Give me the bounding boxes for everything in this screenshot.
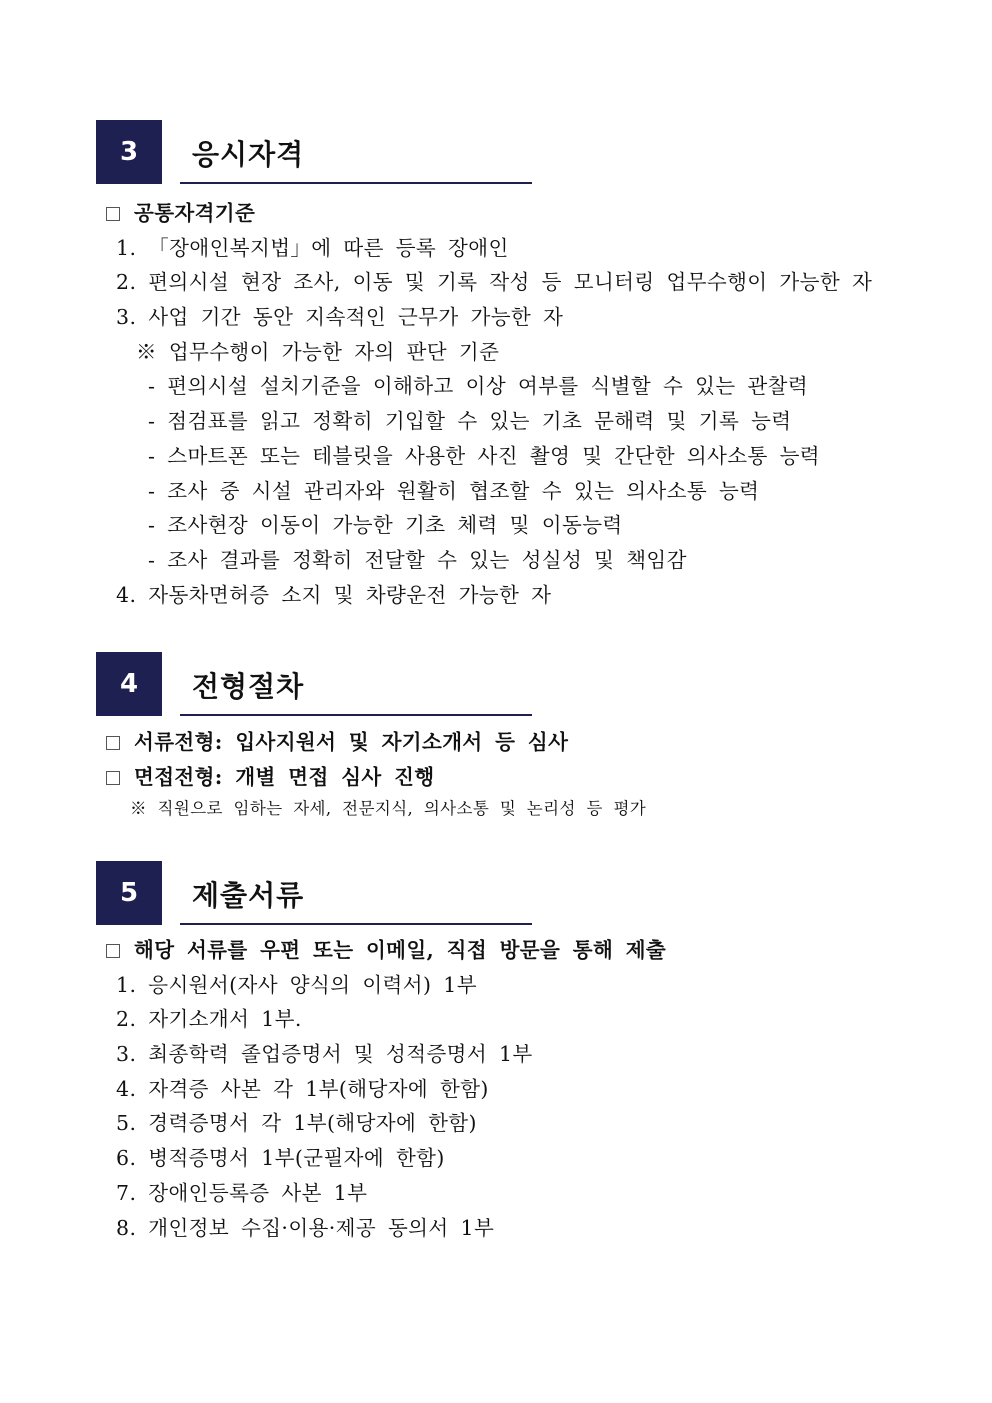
checkbox-square-icon bbox=[106, 736, 120, 750]
list-item: 8. 개인정보 수집·이용·제공 동의서 1부 bbox=[116, 1215, 495, 1240]
list-item: 3. 최종학력 졸업증명서 및 성적증명서 1부 bbox=[116, 1042, 533, 1067]
section-title: 제출서류 bbox=[192, 879, 305, 912]
section-title: 응시자격 bbox=[192, 138, 305, 171]
bullet-heading: 면접전형: 개별 면접 심사 진행 bbox=[0, 760, 992, 795]
section-header bbox=[0, 652, 992, 718]
title-underline bbox=[180, 182, 532, 184]
dash-item: - 조사 결과를 정확히 전달할 수 있는 성실성 및 책임감 bbox=[148, 547, 687, 572]
dash-item: - 편의시설 설치기준을 이해하고 이상 여부를 식별할 수 있는 관찰력 bbox=[148, 374, 809, 399]
section-body bbox=[0, 196, 992, 612]
section-number-badge: 4 bbox=[96, 652, 162, 716]
checkbox-square-icon bbox=[106, 771, 120, 785]
list-item: 2. 편의시설 현장 조사, 이동 및 기록 작성 등 모니터링 업무수행이 가능한 자 bbox=[116, 270, 873, 295]
bullet-heading: 해당 서류를 우편 또는 이메일, 직접 방문을 통해 제출 bbox=[0, 933, 992, 968]
checkbox-square-icon bbox=[106, 944, 120, 958]
section-4 bbox=[0, 652, 992, 819]
section-header bbox=[0, 120, 992, 186]
checkbox-square-icon bbox=[106, 207, 120, 221]
section-5 bbox=[0, 861, 992, 1240]
section-number-badge: 3 bbox=[96, 120, 162, 184]
bullet-heading: 서류전형: 입사지원서 및 자기소개서 등 심사 bbox=[0, 725, 992, 760]
list-item: 4. 자격증 사본 각 1부(해당자에 한함) bbox=[116, 1076, 489, 1101]
list-item: 2. 자기소개서 1부. bbox=[116, 1007, 302, 1032]
section-body bbox=[0, 725, 992, 824]
dash-item: - 조사현장 이동이 가능한 기초 체력 및 이동능력 bbox=[148, 513, 623, 538]
list-item: 1. 「장애인복지법」에 따른 등록 장애인 bbox=[116, 235, 509, 260]
list-item: 4. 자동차면허증 소지 및 차량운전 가능한 자 bbox=[116, 582, 552, 607]
dash-item: - 점검표를 읽고 정확히 기입할 수 있는 기초 문해력 및 기록 능력 bbox=[148, 409, 792, 434]
list-item: 5. 경력증명서 각 1부(해당자에 한함) bbox=[116, 1111, 477, 1136]
list-item: 3. 사업 기간 동안 지속적인 근무가 가능한 자 bbox=[116, 305, 564, 330]
title-underline bbox=[180, 714, 532, 716]
section-title: 전형절차 bbox=[192, 670, 305, 703]
list-item: 7. 장애인등록증 사본 1부 bbox=[116, 1180, 368, 1205]
section-body bbox=[0, 933, 992, 1245]
bullet-heading: 공통자격기준 bbox=[0, 196, 992, 231]
section-number-badge: 5 bbox=[96, 861, 162, 925]
list-item: 6. 병적증명서 1부(군필자에 한함) bbox=[116, 1146, 445, 1171]
section-header bbox=[0, 861, 992, 927]
list-item: 1. 응시원서(자사 양식의 이력서) 1부 bbox=[116, 972, 477, 997]
note-line: ※ 직원으로 임하는 자세, 전문지식, 의사소통 및 논리성 등 평가 bbox=[130, 799, 647, 819]
note-line: ※ 업무수행이 가능한 자의 판단 기준 bbox=[136, 339, 500, 364]
section-3 bbox=[0, 120, 992, 607]
dash-item: - 스마트폰 또는 테블릿을 사용한 사진 촬영 및 간단한 의사소통 능력 bbox=[148, 443, 820, 468]
title-underline bbox=[180, 923, 532, 925]
dash-item: - 조사 중 시설 관리자와 원활히 협조할 수 있는 의사소통 능력 bbox=[148, 478, 760, 503]
